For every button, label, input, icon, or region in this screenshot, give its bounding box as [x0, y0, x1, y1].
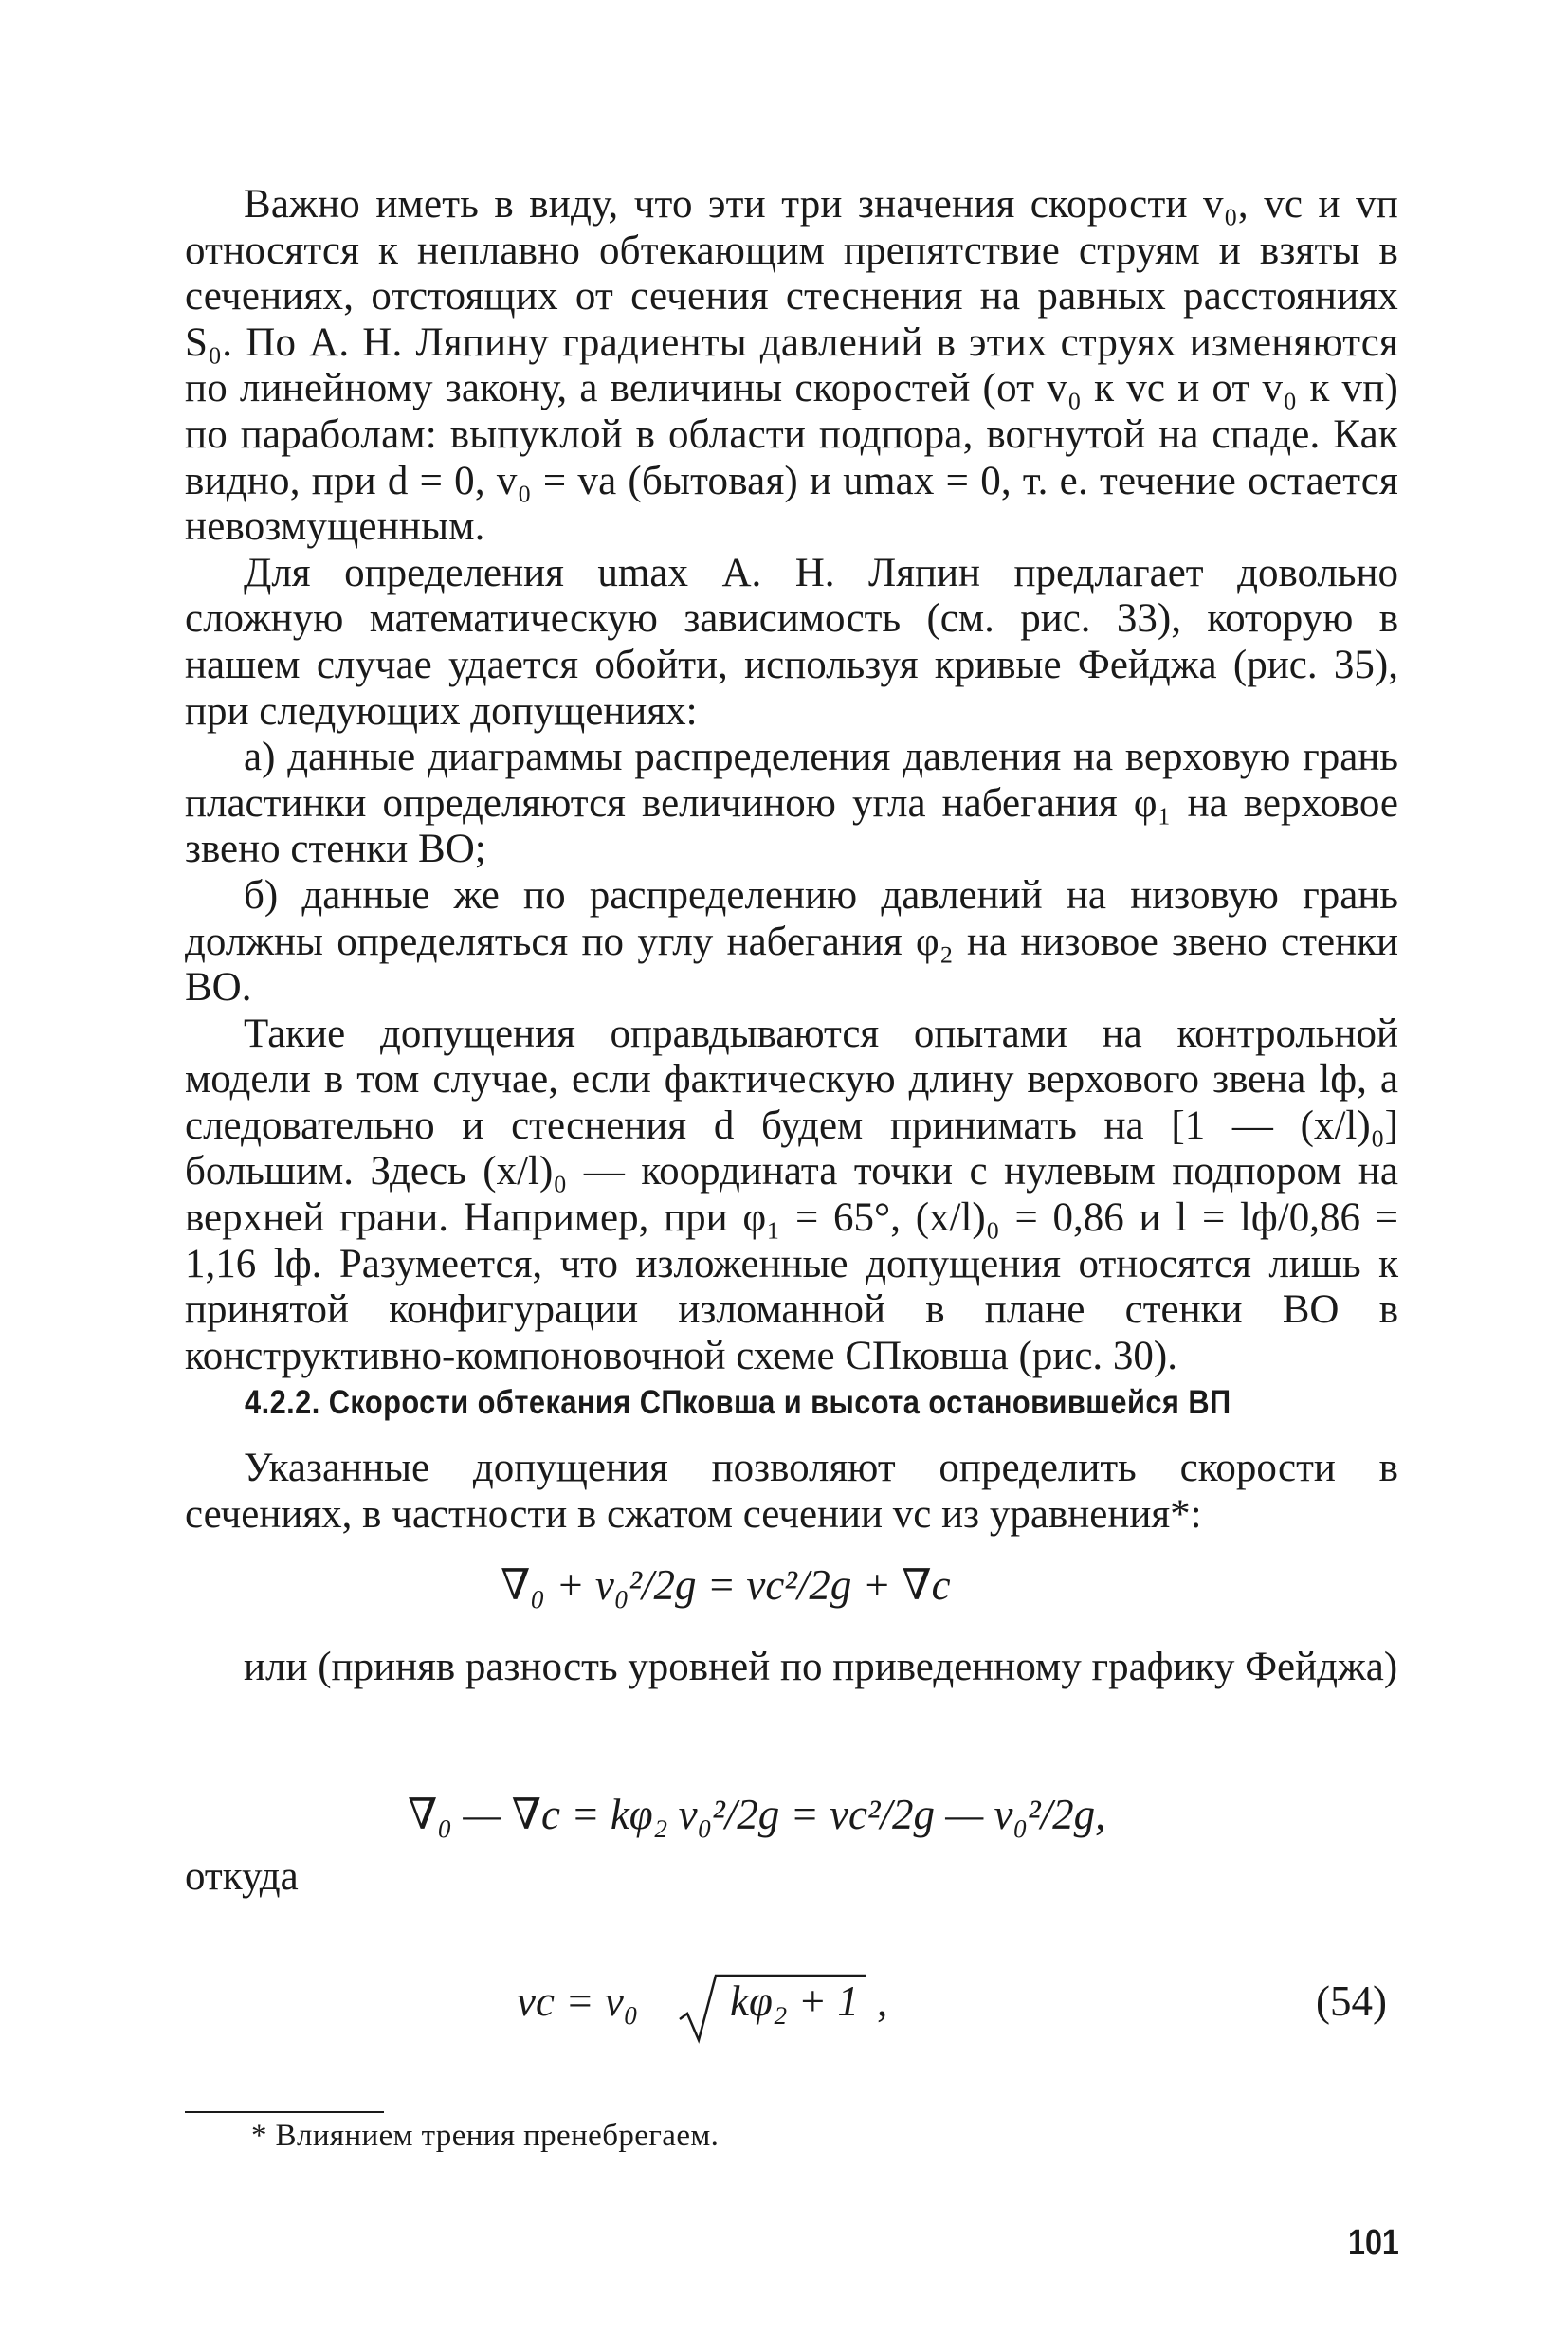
equation-54-radicand: kφ₂ + 1 [730, 1977, 859, 2025]
footnote-divider [185, 2111, 384, 2113]
equation-bernoulli: ∇₀ + v₀²/2g = vс²/2g + ∇с [501, 1561, 951, 1609]
footnote: * Влиянием трения пренебрегаем. [251, 2119, 720, 2153]
paragraph-intro-equation: Указанные допущения позволяют определить скорости в сечениях, в частности в сжатом сечении vс из уравнения*: [185, 1446, 1398, 1537]
paragraph-or-feige: или (приняв разность уровней по приведенному графику Фейджа) [244, 1645, 1398, 1689]
equation-54-left: vс = v₀ [517, 1977, 639, 2025]
equation-number: (54) [1316, 1977, 1387, 2025]
body-text-or [185, 1645, 1398, 1691]
paragraph-assumption-a: а) данные диаграммы распределения давления на верховую грань пластинки определяются величиною угла набегания φ₁ на верховое звено стенки ВО; [185, 735, 1398, 872]
page-number: 101 [1348, 2223, 1399, 2263]
paragraph-assumption-b: б) данные же по распределению давлений на низовую грань должны определяться по углу набегания φ₂ на низовое звено стенки ВО. [185, 872, 1398, 1011]
equation-level-difference: ∇₀ — ∇с = kφ₂ v₀²/2g = vс²/2g — v₀²/2g, [408, 1791, 1106, 1838]
label-whence: откуда [185, 1854, 299, 1899]
section-heading: 4.2.2. Скорости обтекания СПковша и высота остановившейся ВП [245, 1384, 1231, 1421]
equation-54-comma: , [877, 1977, 888, 2025]
paragraph-velocities: Важно иметь в виду, что эти три значения скорости v₀, vс и vп относятся к неплавно обтекающим препятствие струям и взяты в сечениях, отстоящих от сечения стеснения на равных расстояниях S₀. По А. Н. Ляпину градиенты давлений в этих струях изменяются по линейному закону, а величины скоростей (от v₀ к vс и от v₀ к vп) по параболам: выпуклой в области подпора, вогнутой на спаде. Как видно, при d = 0, v₀ = vа (бытовая) и umax = 0, т. е. течение остается невозмущенным. [185, 182, 1398, 550]
body-text-section [185, 1446, 1398, 1538]
paragraph-justification: Такие допущения оправдываются опытами на контрольной модели в том случае, если фактическую длину верхового звена lф, а следовательно и стеснения d будем принимать на [1 — (x/l)₀] большим. Здесь (x/l)₀ — координата точки с нулевым подпором на верхней грани. Например, при φ₁ = 65°, (x/l)₀ = 0,86 и l = lф/0,86 = 1,16 lф. Разумеется, что изложенные допущения относятся лишь к принятой конфигурации изломанной в плане стенки ВО в конструктивно-компоновочной схеме СПковша (рис. 30). [185, 1011, 1398, 1378]
body-text-top [185, 182, 1398, 1379]
paragraph-umax: Для определения umax А. Н. Ляпин предлагает довольно сложную математическую зависимость (см. рис. 33), которую в нашем случае удается обойти, используя кривые Фейджа (рис. 35), при следующих допущениях: [185, 550, 1398, 734]
